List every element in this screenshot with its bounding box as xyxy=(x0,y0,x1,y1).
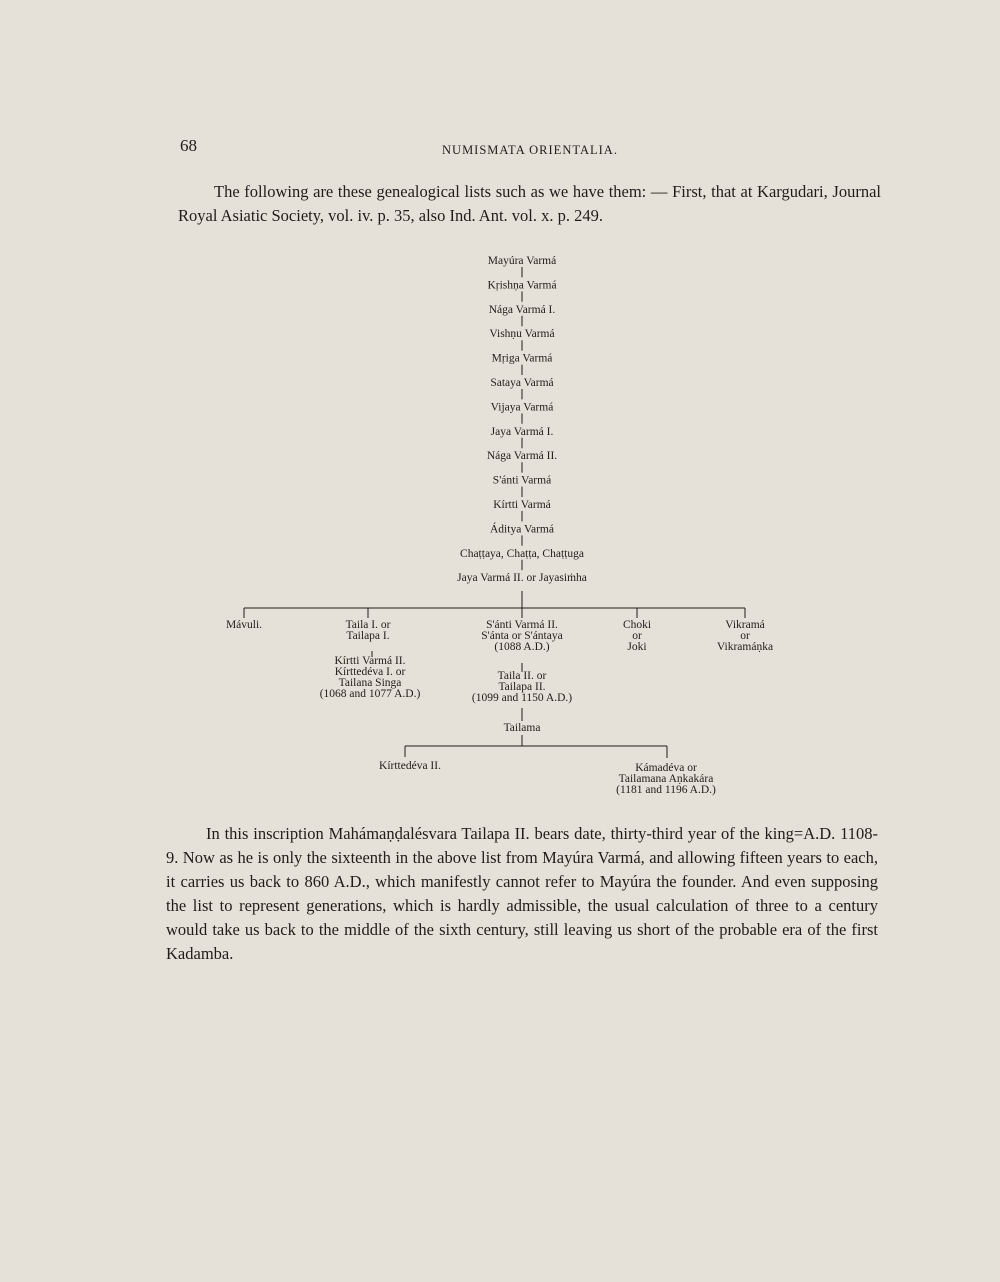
branch-vikrama: Vikramáṇka xyxy=(716,641,774,653)
ruler-name: Áditya Varmá xyxy=(490,523,554,536)
branch-choki: or xyxy=(632,630,642,642)
branch-kamadeva: Kámadéva or xyxy=(635,762,697,774)
branch-vikrama: Vikramá xyxy=(725,619,765,631)
running-header: NUMISMATA ORIENTALIA. xyxy=(442,143,618,157)
branch-taila-son: Tailana Singa xyxy=(338,677,402,689)
branch-mavuli: Mávuli. xyxy=(225,619,263,631)
branch-taila: Taila I. or xyxy=(345,619,391,631)
branch-santi-son: (1099 and 1150 A.D.) xyxy=(471,692,573,704)
ruler-name: Jaya Varmá I. xyxy=(490,425,554,438)
branch-santi-son: Tailapa II. xyxy=(498,681,546,693)
ruler-name: Mṛiga Varmá xyxy=(491,352,553,365)
ruler-name: Jaya Varmá II. or Jayasiṁha xyxy=(457,572,587,585)
branch-santi-son: Taila II. or xyxy=(497,670,547,682)
ruler-name: Mayúra Varmá xyxy=(487,255,557,267)
branch-taila-son: Kírttedéva I. or xyxy=(334,666,406,678)
ruler-name: Kírtti Varmá xyxy=(493,499,551,511)
ruler-name: Kṛishṇa Varmá xyxy=(487,279,557,292)
ruler-name: S'ánti Varmá xyxy=(492,474,552,487)
branch-choki: Choki xyxy=(622,619,652,631)
branch-santi: S'ánta or S'ántaya xyxy=(481,630,563,642)
branch-taila-son: Kírtti Varmá II. xyxy=(334,655,406,667)
ruler-name: Sataya Varmá xyxy=(490,377,554,389)
branch-santi: S'ánti Varmá II. xyxy=(486,619,558,631)
branch-santi: (1088 A.D.) xyxy=(494,641,550,653)
page-number: 68 xyxy=(180,136,197,155)
branch-kirttedeva2: Kírttedéva II. xyxy=(379,760,441,772)
ruler-name: Chaṭṭaya, Chaṭṭa, Chaṭṭuga xyxy=(460,547,584,560)
ruler-name: Vijaya Varmá xyxy=(490,401,554,414)
intro-paragraph: The following are these genealogical lists such as we have them: — First, that at Kargudari, Journal Royal Asiatic Society, vol. iv. p. 35, also Ind. Ant. vol. x. p. 249. xyxy=(178,182,881,225)
branch-vikrama: or xyxy=(740,630,750,642)
ruler-name: Nága Varmá II. xyxy=(486,450,558,463)
branch-kamadeva: Tailamana Aṇkakára xyxy=(618,773,714,785)
ruler-name: Nága Varmá I. xyxy=(488,303,556,316)
branch-taila-son: (1068 and 1077 A.D.) xyxy=(319,688,421,700)
body-paragraph: In this inscription Mahámaṇḍalésvara Tailapa II. bears date, thirty-third year of the king=A.D. 1108-9. Now as he is only the sixteenth in the above list from Mayúra Varmá, and allowing fifteen years to each, it carries us back to 860 A.D., which manifestly cannot refer to Mayúra the founder. And even supposing the list to represent generations, which is hardly admissible, the usual calculation of three to a century would take us back to the middle of the sixth century, still leaving us short of the probable era of the first Kadamba. xyxy=(166,824,878,963)
branch-choki: Joki xyxy=(627,641,647,653)
ruler-name: Vishṇu Varmá xyxy=(489,328,555,341)
branch-taila: Tailapa I. xyxy=(346,630,390,642)
branch-kamadeva: (1181 and 1196 A.D.) xyxy=(616,784,716,796)
branch-tailama: Tailama xyxy=(503,722,541,734)
